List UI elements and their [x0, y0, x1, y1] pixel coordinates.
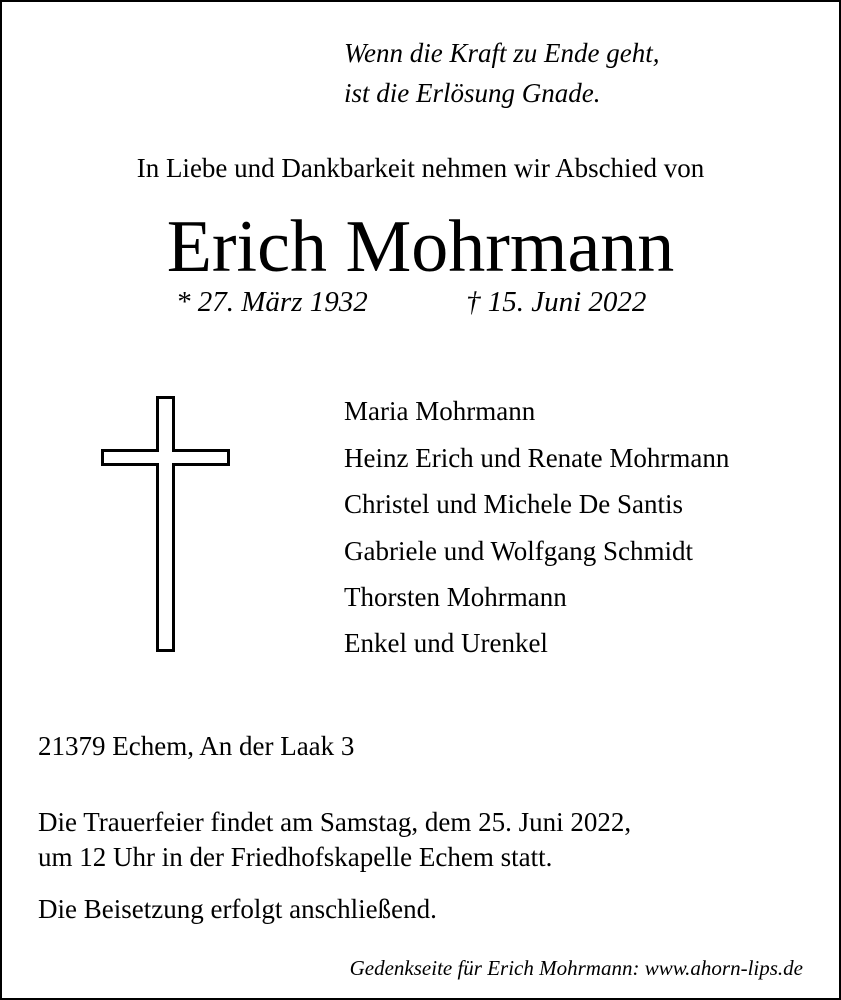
deceased-name: Erich Mohrmann: [166, 206, 675, 288]
ceremony-line-1: Die Trauerfeier findet am Samstag, dem 25. Juni 2022,: [38, 807, 632, 837]
intro-text: In Liebe und Dankbarkeit nehmen wir Abschied von: [136, 153, 705, 183]
mourner-item: Enkel und Urenkel: [344, 628, 548, 658]
mourner-item: Gabriele und Wolfgang Schmidt: [344, 536, 694, 566]
birth-date: * 27. März 1932: [176, 286, 368, 318]
mourner-item: Maria Mohrmann: [344, 396, 536, 426]
ceremony-line-2: um 12 Uhr in der Friedhofskapelle Echem statt.: [38, 842, 553, 872]
death-date: † 15. Juni 2022: [466, 286, 647, 318]
mourner-item: Christel und Michele De Santis: [344, 489, 683, 519]
mourner-item: Thorsten Mohrmann: [344, 582, 567, 612]
motto-line-1: Wenn die Kraft zu Ende geht,: [344, 38, 660, 68]
motto-line-2: ist die Erlösung Gnade.: [344, 78, 601, 108]
burial-text: Die Beisetzung erfolgt anschließend.: [38, 894, 437, 924]
family-address: 21379 Echem, An der Laak 3: [38, 731, 355, 761]
memorial-page-link: Gedenkseite für Erich Mohrmann: www.ahorn-lips.de: [349, 956, 803, 980]
cross-icon: [101, 396, 231, 652]
mourner-item: Heinz Erich und Renate Mohrmann: [344, 443, 730, 473]
